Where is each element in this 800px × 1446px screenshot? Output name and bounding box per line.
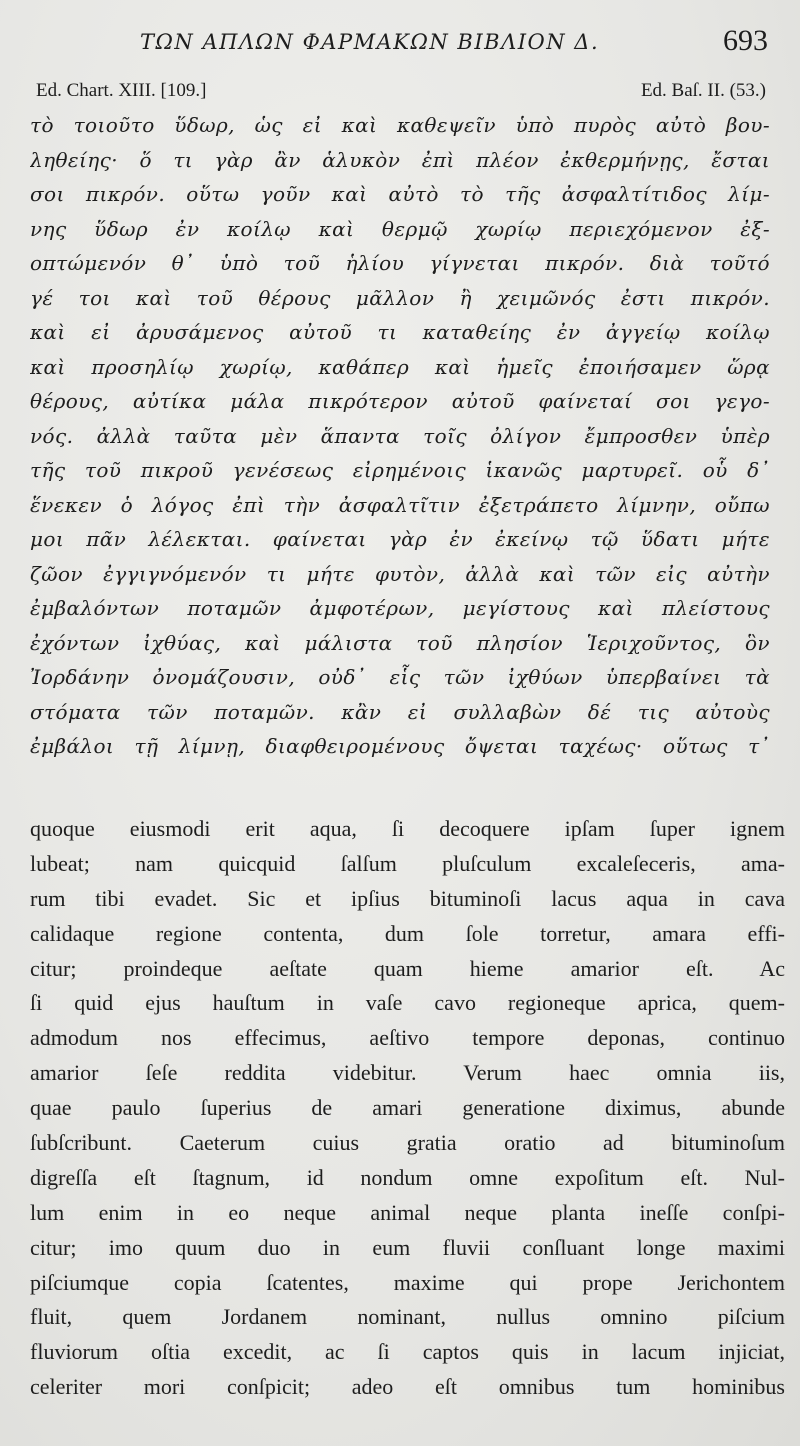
running-title: ΤΩΝ ΑΠΛΩΝ ΦΑΡΜΑΚΩΝ ΒΙΒΛΙΟΝ Δ. [140,30,600,54]
greek-line: Ἰορδάνην ὀνομάζουσιν, οὐδ᾽ εἷς τῶν ἰχθύων ὑπερβαίνει τὰ [30,665,770,689]
edition-chartier-reference: Ed. Chart. XIII. [109.] [36,80,207,101]
greek-line: ἐμβάλοι τῇ λίμνῃ, διαφθειρομένους ὄψεται ταχέως· οὕτως τ᾽ [30,734,770,758]
latin-line: amarior ſeſe reddita videbitur. Verum haec omnia iis, [30,1060,785,1086]
edition-reference-line [36,80,766,104]
greek-line: νης ὕδωρ ἐν κοίλῳ καὶ θερμῷ χωρίῳ περιεχόμενον ἐξ- [30,216,770,241]
greek-line: σοι πικρόν. οὕτω γοῦν καὶ αὐτὸ τὸ τῆς ἀσφαλτίτιδος λίμ- [30,182,770,206]
greek-line: ληθείης· ὅ τι γὰρ ἂν ἁλυκὸν ἐπὶ πλέον ἐκθερμήνῃς, ἔσται [30,147,770,172]
latin-line: piſciumque copia ſcatentes, maxime qui prope Jerichontem [30,1269,785,1295]
latin-line: admodum nos effecimus, aeſtivo tempore deponas, continuo [30,1025,785,1051]
latin-line: quae paulo ſuperius de amari generatione diximus, abunde [30,1095,785,1121]
greek-line: ζῶον ἐγγιγνόμενόν τι μήτε φυτὸν, ἀλλὰ καὶ τῶν εἰς αὐτὴν [30,561,770,586]
greek-line: νός. ἀλλὰ ταῦτα μὲν ἅπαντα τοῖς ὀλίγον ἔμπροσθεν ὑπὲρ [30,423,770,448]
greek-line: γέ τοι καὶ τοῦ θέρους μᾶλλον ἢ χειμῶνός ἐστι πικρόν. [30,285,770,310]
latin-line: ſi quid ejus hauſtum in vaſe cavo regioneque aprica, quem- [30,990,785,1016]
latin-line: citur; proindeque aeſtate quam hieme amarior eſt. Ac [30,955,785,981]
greek-line: τὸ τοιοῦτο ὕδωρ, ὡς εἰ καὶ καθεψεῖν ὑπὸ πυρὸς αὐτὸ βου- [30,113,770,137]
greek-line: καὶ προσηλίῳ χωρίῳ, καθάπερ καὶ ἡμεῖς ἐποιήσαμεν ὥρᾳ [30,354,770,379]
greek-line: ἐμβαλόντων ποταμῶν ἀμφοτέρων, μεγίστους καὶ πλείστους [30,596,770,620]
latin-line: ſubſcribunt. Caeterum cuius gratia oratio ad bituminoſum [30,1130,785,1156]
latin-line: fluit, quem Jordanem nominant, nullus omnino piſcium [30,1304,785,1330]
latin-line: fluviorum oſtia excedit, ac ſi captos quis in lacum injiciat, [30,1339,785,1365]
latin-line: celeriter mori conſpicit; adeo eſt omnibus tum hominibus [30,1374,785,1400]
latin-line: citur; imo quum duo in eum fluvii conſluant longe maximi [30,1234,785,1260]
edition-basel-reference: Ed. Baſ. II. (53.) [640,80,766,101]
latin-line: lubeat; nam quicquid ſalſum pluſculum excaleſeceris, ama- [30,850,785,876]
latin-line: digreſſa eſt ſtagnum, id nondum omne expoſitum eſt. Nul- [30,1164,785,1190]
page-number: 693 [723,24,768,57]
greek-line: ἐχόντων ἰχθύας, καὶ μάλιστα τοῦ πλησίον Ἱεριχοῦντος, ὃν [30,630,770,655]
greek-line: καὶ εἰ ἀρυσάμενος αὐτοῦ τι καταθείης ἐν ἀγγείῳ κοίλῳ [30,320,770,344]
latin-text-block [30,812,785,1405]
latin-line: lum enim in eo neque animal neque planta ineſſe conſpi- [30,1199,785,1225]
greek-line: τῆς τοῦ πικροῦ γενέσεως εἰρημένοις ἱκανῶς μαρτυρεῖ. οὗ δ᾽ [30,458,770,482]
latin-line: quoque eiusmodi erit aqua, ſi decoquere ipſam ſuper ignem [30,816,785,841]
greek-line: ἕνεκεν ὁ λόγος ἐπὶ τὴν ἀσφαλτῖτιν ἐξετράπετο λίμνην, οὔπω [30,492,770,517]
greek-text-block [30,108,770,764]
greek-line: θέρους, αὐτίκα μάλα πικρότερον αὐτοῦ φαίνεταί σοι γεγο- [30,389,770,413]
latin-line: calidaque regione contenta, dum ſole torretur, amara effi- [30,920,785,946]
latin-line: rum tibi evadet. Sic et ipſius bituminoſi lacus aqua in cava [30,885,785,911]
greek-line: στόματα τῶν ποταμῶν. κἂν εἰ συλλαβὼν δέ τις αὐτοὺς [30,699,770,724]
greek-line: μοι πᾶν λέλεκται. φαίνεται γὰρ ἐν ἐκείνῳ τῷ ὕδατι μήτε [30,527,770,551]
running-head [0,24,800,66]
greek-line: οπτώμενόν θ᾽ ὑπὸ τοῦ ἡλίου γίγνεται πικρόν. διὰ τοῦτό [30,251,770,275]
